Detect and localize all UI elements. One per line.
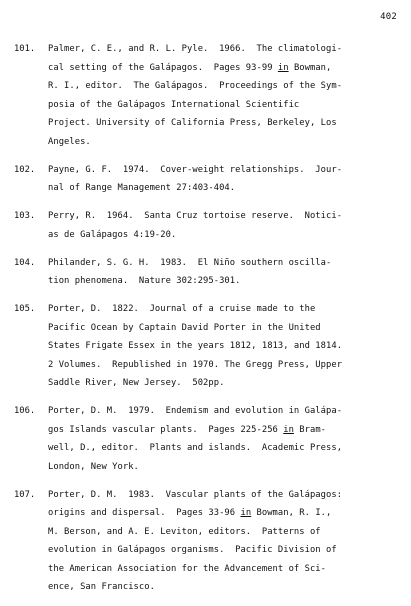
- reference-item: [14, 300, 400, 393]
- text-segment: Porter, D. M. 1983. Vascular plants of the Galápagos:: [48, 489, 343, 500]
- text-segment: R. I., editor. The Galápagos. Proceedings of the Sym-: [48, 81, 343, 91]
- text-segment: gos Islands vascular plants. Pages 225-256: [48, 424, 284, 435]
- reference-line: [48, 96, 400, 115]
- reference-line: [48, 374, 400, 393]
- text-segment: Bowman, R. I.,: [251, 508, 332, 518]
- text-segment: Porter, D. 1822. Journal of a cruise made to the: [48, 304, 316, 314]
- text-segment: Project. University of California Press, Berkeley, Los: [48, 118, 337, 128]
- text-segment: ence, San Francisco.: [48, 582, 155, 592]
- text-segment: 2 Volumes. Republished in 1970. The Gregg Press, Upper: [48, 359, 343, 370]
- text-segment: Bowman,: [288, 62, 332, 73]
- reference-number: 102.: [14, 164, 36, 175]
- text-segment: Perry, R. 1964. Santa Cruz tortoise reserve. Notici-: [48, 211, 343, 221]
- text-segment: cal setting of the Galápagos. Pages 93-99: [48, 62, 278, 73]
- reference-line: [48, 560, 400, 579]
- reference-line: [48, 578, 400, 597]
- reference-line: [48, 504, 400, 523]
- reference-line: [48, 541, 400, 560]
- reference-text: [48, 486, 400, 597]
- reference-text: [48, 207, 400, 244]
- underlined-text: in: [283, 424, 294, 435]
- reference-number: 103.: [14, 211, 36, 221]
- reference-line: [48, 300, 400, 319]
- reference-item: [14, 161, 400, 198]
- text-segment: States Frigate Essex in the years 1812, 1813, and 1814.: [48, 341, 343, 351]
- text-segment: Porter, D. M. 1979. Endemism and evolution in Galápa-: [48, 406, 343, 416]
- reference-line: [48, 179, 400, 198]
- reference-line: [48, 356, 400, 375]
- text-segment: as de Galápagos 4:19-20.: [48, 229, 177, 240]
- reference-line: [48, 207, 400, 226]
- reference-item: [14, 486, 400, 597]
- text-segment: Angeles.: [48, 136, 91, 147]
- reference-line: [48, 458, 400, 477]
- reference-list: [14, 40, 400, 606]
- reference-line: [48, 272, 400, 291]
- underlined-text: in: [277, 62, 289, 73]
- reference-line: [48, 486, 400, 505]
- text-segment: M. Berson, and A. E. Leviton, editors. Patterns of: [48, 526, 321, 537]
- text-segment: evolution in Galápagos organisms. Pacific Division of: [48, 545, 337, 555]
- reference-number: 101.: [14, 44, 36, 54]
- reference-number: 106.: [14, 406, 36, 416]
- reference-number: 107.: [14, 489, 36, 500]
- text-segment: tion phenomena. Nature 302:295-301.: [48, 276, 241, 286]
- reference-line: [48, 59, 400, 78]
- reference-text: [48, 300, 400, 393]
- reference-item: [14, 254, 400, 291]
- reference-text: [48, 40, 400, 151]
- text-segment: London, New York.: [48, 461, 139, 472]
- reference-line: [48, 337, 400, 356]
- reference-line: [48, 40, 400, 59]
- reference-number: 104.: [14, 257, 36, 268]
- reference-line: [48, 133, 400, 152]
- text-segment: the American Association for the Advancement of Sci-: [48, 563, 327, 574]
- underlined-text: in: [240, 508, 252, 518]
- reference-item: [14, 207, 400, 244]
- text-segment: nal of Range Management 27:403-404.: [48, 183, 236, 193]
- text-segment: Pacific Ocean by Captain David Porter in the United: [48, 322, 321, 333]
- reference-text: [48, 402, 400, 476]
- reference-line: [48, 439, 400, 458]
- text-segment: well, D., editor. Plants and islands. Academic Press,: [48, 443, 343, 453]
- reference-line: [48, 319, 400, 338]
- reference-item: [14, 402, 400, 476]
- reference-line: [48, 161, 400, 180]
- reference-line: [48, 421, 400, 440]
- text-segment: Palmer, C. E., and R. L. Pyle. 1966. The climatologi-: [48, 44, 343, 54]
- reference-text: [48, 254, 400, 291]
- text-segment: Philander, S. G. H. 1983. El Niño southern oscilla-: [48, 257, 332, 268]
- text-segment: Payne, G. F. 1974. Cover-weight relationships. Jour-: [48, 164, 343, 175]
- reference-line: [48, 226, 400, 245]
- reference-line: [48, 523, 400, 542]
- page-number: 402: [380, 12, 397, 22]
- reference-number: 105.: [14, 304, 36, 314]
- reference-text: [48, 161, 400, 198]
- text-segment: origins and dispersal. Pages 33-96: [48, 508, 241, 518]
- reference-line: [48, 254, 400, 273]
- reference-line: [48, 402, 400, 421]
- text-segment: Bram-: [293, 424, 327, 435]
- reference-item: [14, 40, 400, 151]
- text-segment: posia of the Galápagos International Scientific: [48, 99, 300, 110]
- text-segment: Saddle River, New Jersey. 502pp.: [48, 378, 225, 388]
- reference-line: [48, 114, 400, 133]
- reference-line: [48, 77, 400, 96]
